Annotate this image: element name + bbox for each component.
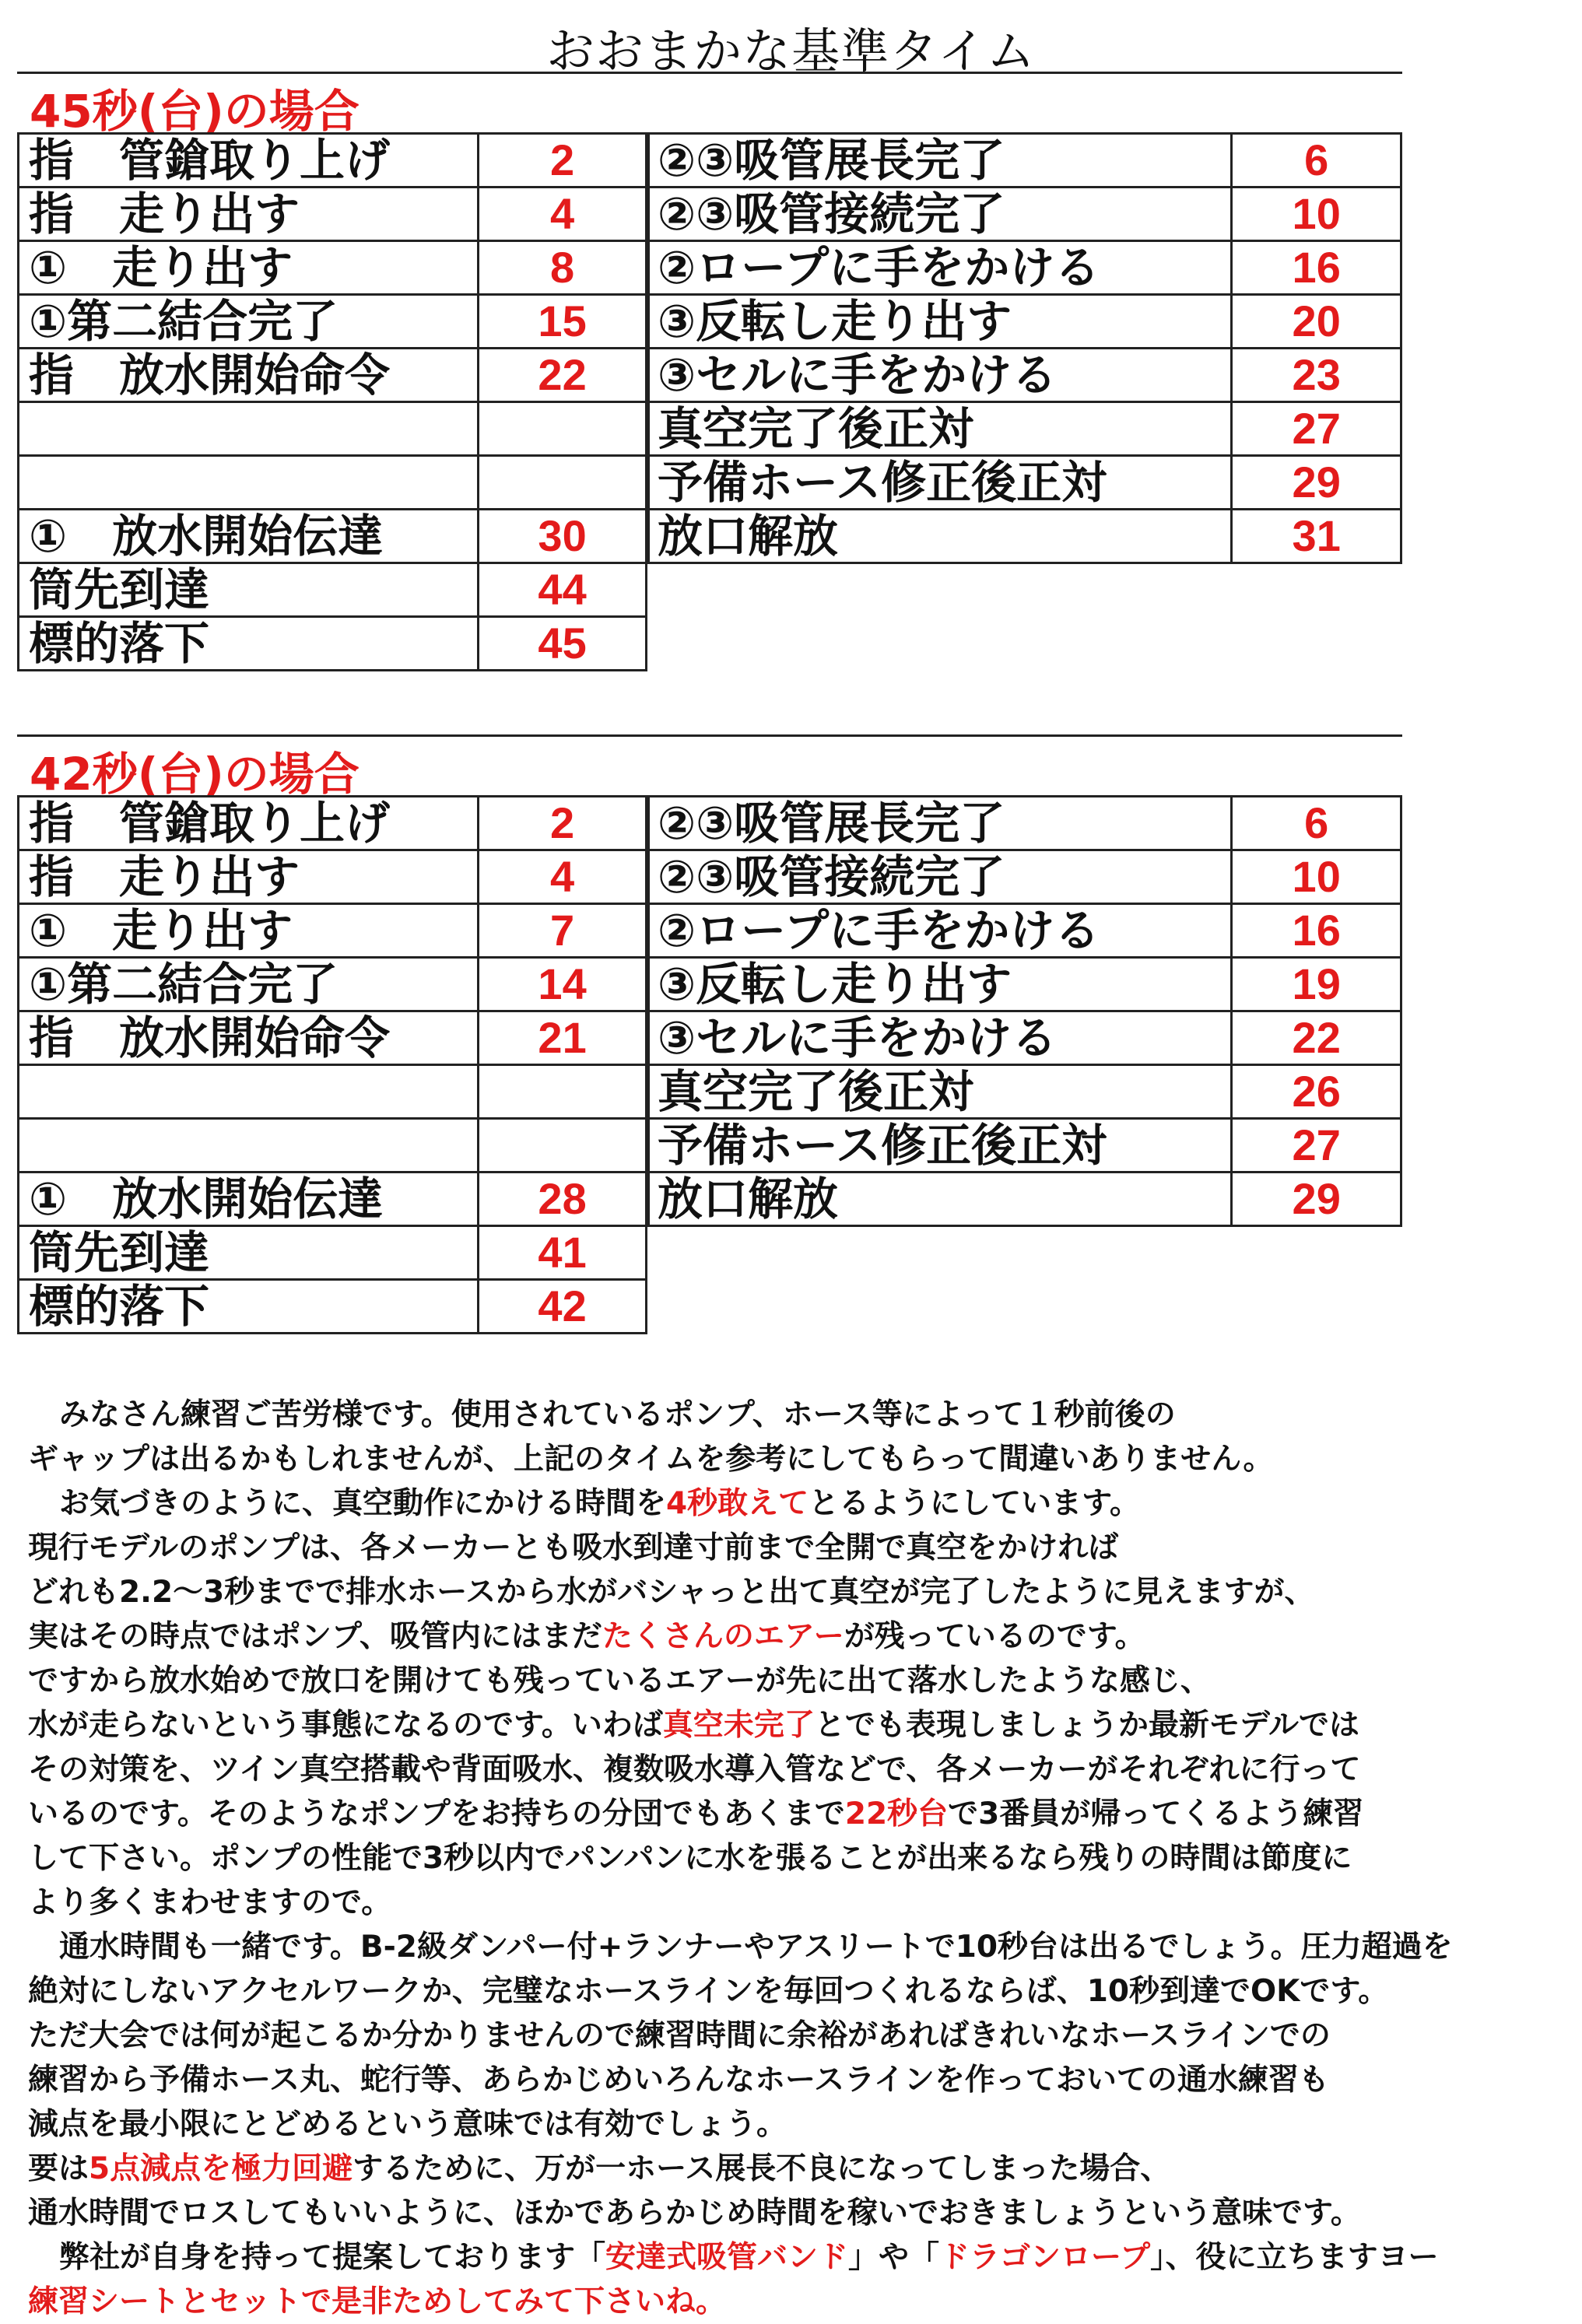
table-row: [19, 349, 647, 402]
section-42-right-table: [647, 795, 1402, 1227]
section-heading-42: 42秒(台)の場合: [30, 748, 360, 801]
step-label: 放口解放: [649, 510, 1232, 563]
text-line: 弊社が自身を持って提案しております「安達式吸管バンド」や「ドラゴンロープ」、役に立ちますヨー: [59, 2240, 1439, 2275]
product-name: ドラゴンロープ: [939, 2240, 1151, 2275]
product-name: 安達式吸管バンド: [605, 2240, 849, 2275]
title-rule: [17, 72, 1402, 74]
step-label: 真空完了後正対: [649, 1065, 1232, 1119]
text-line: して下さい。ポンプの性能で3秒以内でパンパンに水を張ることが出来るなら残りの時間は節度に: [28, 1841, 1352, 1876]
step-time: [479, 402, 647, 456]
table-row: [649, 241, 1401, 295]
page-title: おおまかな基準タイム: [546, 23, 1036, 79]
table-row: [649, 456, 1401, 510]
highlight-text: 5点減点を極力回避: [89, 2151, 353, 2186]
step-label: 筒先到達: [19, 1226, 479, 1280]
step-label: 標的落下: [19, 617, 479, 671]
section-heading-45: 45秒(台)の場合: [30, 85, 360, 138]
highlight-text: 4秒敢えて: [666, 1486, 809, 1521]
step-time: 20: [1232, 295, 1401, 349]
table-row: [19, 617, 647, 671]
step-label: 指 管鎗取り上げ: [19, 797, 479, 850]
text-line: ただ大会では何が起こるか分かりませんので練習時間に余裕があればきれいなホースラインでの: [28, 2018, 1331, 2053]
step-label: ① 走り出す: [19, 241, 479, 295]
table-row: [649, 958, 1401, 1011]
step-time: 45: [479, 617, 647, 671]
step-label: ②ロープに手をかける: [649, 241, 1232, 295]
step-label: ① 走り出す: [19, 904, 479, 958]
text-line: どれも2.2～3秒までで排水ホースから水がバシャっと出て真空が完了したように見えますが、: [28, 1575, 1315, 1610]
step-time: 26: [1232, 1065, 1401, 1119]
step-label: ① 放水開始伝達: [19, 1173, 479, 1226]
step-time: [479, 1065, 647, 1119]
step-label: [19, 1065, 479, 1119]
step-label: 予備ホース修正後正対: [649, 1119, 1232, 1173]
step-label: 真空完了後正対: [649, 402, 1232, 456]
table-row: [649, 349, 1401, 402]
table-row: [649, 1065, 1401, 1119]
step-label: ①第二結合完了: [19, 958, 479, 1011]
step-time: 31: [1232, 510, 1401, 563]
step-time: 16: [1232, 904, 1401, 958]
step-time: 4: [479, 850, 647, 904]
text-line: ギャップは出るかもしれませんが、上記のタイムを参考にしてもらって間違いありません。: [28, 1442, 1274, 1477]
step-label: ③セルに手をかける: [649, 349, 1232, 402]
step-time: 10: [1232, 188, 1401, 241]
text-line: 現行モデルのポンプは、各メーカーとも吸水到達寸前まで全開で真空をかければ: [28, 1530, 1119, 1565]
step-time: 21: [479, 1011, 647, 1065]
step-time: 22: [1232, 1011, 1401, 1065]
step-time: 6: [1232, 797, 1401, 850]
step-label: 指 走り出す: [19, 188, 479, 241]
table-row: [19, 295, 647, 349]
step-label: 標的落下: [19, 1280, 479, 1334]
table-row: [19, 1280, 647, 1334]
text-line: お気づきのように、真空動作にかける時間を4秒敢えてとるようにしています。: [59, 1486, 1141, 1521]
step-label: [19, 456, 479, 510]
step-label: ③反転し走り出す: [649, 295, 1232, 349]
step-label: ②③吸管展長完了: [649, 134, 1232, 188]
table-row: [19, 1226, 647, 1280]
step-label: ②③吸管接続完了: [649, 850, 1232, 904]
table-row: [649, 1119, 1401, 1173]
text-line: ですから放水始めで放口を開けても残っているエアーが先に出て落水したような感じ、: [28, 1663, 1211, 1698]
table-row: [649, 1173, 1401, 1226]
table-row: [649, 402, 1401, 456]
table-row: [19, 1119, 647, 1173]
notes-paragraph: [28, 1393, 1569, 2324]
step-time: 2: [479, 134, 647, 188]
step-time: 8: [479, 241, 647, 295]
step-label: 指 管鎗取り上げ: [19, 134, 479, 188]
step-time: 4: [479, 188, 647, 241]
highlight-text: 真空未完了: [662, 1708, 815, 1743]
step-time: 30: [479, 510, 647, 563]
step-time: 42: [479, 1280, 647, 1334]
table-row: [19, 402, 647, 456]
step-time: 28: [479, 1173, 647, 1226]
step-time: 14: [479, 958, 647, 1011]
text-line: 練習から予備ホース丸、蛇行等、あらかじめいろんなホースラインを作っておいての通水練習も: [28, 2063, 1329, 2098]
step-label: 指 放水開始命令: [19, 1011, 479, 1065]
step-label: 放口解放: [649, 1173, 1232, 1226]
text-line: 要は5点減点を極力回避するために、万が一ホース展長不良になってしまった場合、: [28, 2151, 1171, 2186]
table-row: [649, 295, 1401, 349]
step-label: ①第二結合完了: [19, 295, 479, 349]
text-line: 実はその時点ではポンプ、吸管内にはまだたくさんのエアーが残っているのです。: [28, 1619, 1145, 1654]
table-row: [649, 904, 1401, 958]
table-row: [649, 134, 1401, 188]
step-label: ③反転し走り出す: [649, 958, 1232, 1011]
table-row: [19, 510, 647, 563]
step-label: 筒先到達: [19, 563, 479, 617]
step-time: 15: [479, 295, 647, 349]
text-line: みなさん練習ご苦労様です。使用されているポンプ、ホース等によって１秒前後の: [59, 1397, 1176, 1432]
step-time: 27: [1232, 402, 1401, 456]
text-line: 水が走らないという事態になるのです。いわば真空未完了とでも表現しましょうか最新モデルでは: [28, 1708, 1359, 1743]
text-line: 絶対にしないアクセルワークか、完璧なホースラインを毎回つくれるならば、10秒到達でOKです。: [28, 1974, 1389, 2009]
section-42-left-table: [17, 795, 647, 1334]
section-45-right-table: [647, 132, 1402, 564]
text-line: より多くまわせますので。: [28, 1885, 392, 1920]
step-label: [19, 402, 479, 456]
step-label: [19, 1119, 479, 1173]
text-line: その対策を、ツイン真空搭載や背面吸水、複数吸水導入管などで、各メーカーがそれぞれに行って: [28, 1752, 1361, 1787]
step-label: ②③吸管接続完了: [649, 188, 1232, 241]
step-time: 7: [479, 904, 647, 958]
step-time: 44: [479, 563, 647, 617]
highlight-text: 22秒台: [844, 1796, 949, 1832]
highlight-text: たくさんのエアー: [602, 1619, 844, 1654]
table-row: [649, 510, 1401, 563]
step-time: [479, 456, 647, 510]
step-time: 6: [1232, 134, 1401, 188]
step-label: 予備ホース修正後正対: [649, 456, 1232, 510]
step-time: 27: [1232, 1119, 1401, 1173]
table-row: [649, 188, 1401, 241]
table-row: [649, 797, 1401, 850]
text-line: 通水時間も一緒です。B-2級ダンパー付+ランナーやアスリートで10秒台は出るでしょう。圧力超過を: [59, 1930, 1453, 1965]
table-row: [19, 1065, 647, 1119]
step-label: ③セルに手をかける: [649, 1011, 1232, 1065]
table-row: [19, 188, 647, 241]
table-row: [19, 850, 647, 904]
table-row: [649, 850, 1401, 904]
table-row: [19, 958, 647, 1011]
closing-line: 練習シートとセットで是非ためしてみて下さいね。: [28, 2284, 727, 2319]
section-rule: [17, 734, 1402, 737]
step-time: 29: [1232, 1173, 1401, 1226]
text-line: いるのです。そのようなポンプをお持ちの分団でもあくまで22秒台で3番員が帰ってくるよう練習: [28, 1796, 1364, 1832]
table-row: [19, 134, 647, 188]
step-time: 19: [1232, 958, 1401, 1011]
step-time: 10: [1232, 850, 1401, 904]
step-time: 22: [479, 349, 647, 402]
table-row: [19, 241, 647, 295]
table-row: [19, 563, 647, 617]
table-row: [19, 797, 647, 850]
step-time: 2: [479, 797, 647, 850]
step-time: 16: [1232, 241, 1401, 295]
step-label: 指 放水開始命令: [19, 349, 479, 402]
table-row: [19, 1173, 647, 1226]
table-row: [19, 456, 647, 510]
table-row: [19, 1011, 647, 1065]
step-label: ① 放水開始伝達: [19, 510, 479, 563]
step-label: ②ロープに手をかける: [649, 904, 1232, 958]
text-line: 減点を最小限にとどめるという意味では有効でしょう。: [28, 2107, 787, 2142]
table-row: [19, 904, 647, 958]
table-row: [649, 1011, 1401, 1065]
section-45-left-table: [17, 132, 647, 671]
step-time: 41: [479, 1226, 647, 1280]
step-label: 指 走り出す: [19, 850, 479, 904]
text-line: 通水時間でロスしてもいいように、ほかであらかじめ時間を稼いでおきましょうという意味です。: [28, 2196, 1361, 2231]
step-time: 23: [1232, 349, 1401, 402]
step-time: 29: [1232, 456, 1401, 510]
step-time: [479, 1119, 647, 1173]
step-label: ②③吸管展長完了: [649, 797, 1232, 850]
